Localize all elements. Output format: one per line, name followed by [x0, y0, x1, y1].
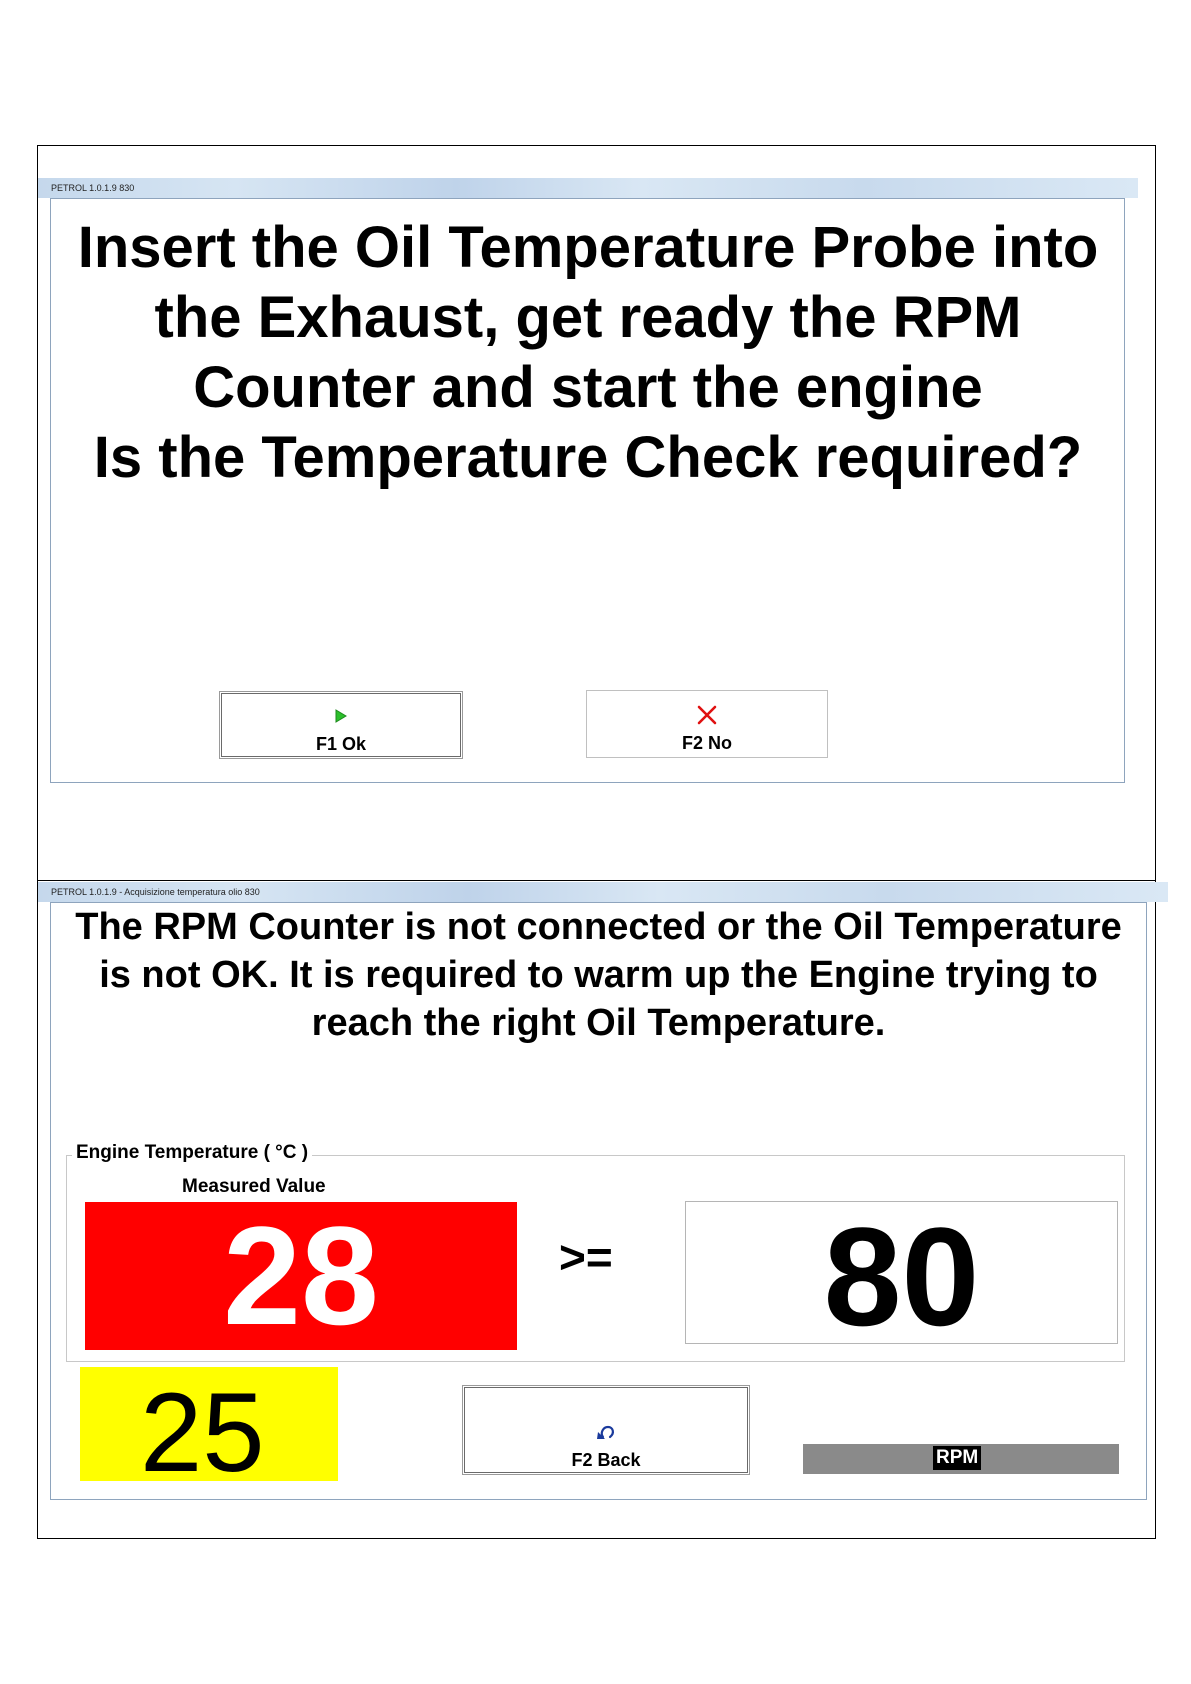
- measured-value-label: Measured Value: [182, 1176, 326, 1197]
- engine-temperature-group-label: Engine Temperature ( °C ): [72, 1142, 312, 1164]
- secondary-value: 25: [80, 1367, 338, 1481]
- comparison-operator: >=: [559, 1231, 613, 1283]
- probe-dialog: [50, 198, 1125, 783]
- temperature-dialog: [50, 902, 1147, 1500]
- probe-instruction-heading: Insert the Oil Temperature Probe into the Exhaust, get ready the RPM Counter and start the engine Is the Temperature Check required?: [77, 215, 1099, 490]
- red-x-icon: [696, 697, 718, 733]
- undo-arrow-icon: [594, 1414, 618, 1450]
- ok-button-label: F1 Ok: [315, 734, 367, 754]
- window-title-2: PETROL 1.0.1.9 - Acquisizione temperatura olio 830: [51, 887, 260, 897]
- play-triangle-icon: [335, 698, 347, 734]
- no-button-label: F2 No: [681, 733, 732, 753]
- no-button[interactable]: [586, 690, 828, 758]
- ok-button[interactable]: [219, 691, 463, 759]
- rpm-indicator: [803, 1444, 1119, 1474]
- panel-divider: [37, 880, 1156, 881]
- window-titlebar-2: [38, 882, 1168, 902]
- back-button-label: F2 Back: [571, 1450, 641, 1470]
- window-title-1: PETROL 1.0.1.9 830: [51, 183, 135, 193]
- rpm-label: RPM: [933, 1446, 981, 1470]
- warmup-instruction-heading: The RPM Counter is not connected or the Oil Temperature is not OK. It is required to warm up the Engine trying to reach the right Oil Temperature.: [75, 906, 1122, 1044]
- back-button[interactable]: [462, 1385, 750, 1475]
- engine-temperature-group: [66, 1142, 1125, 1362]
- target-temperature-value: 80: [685, 1201, 1118, 1344]
- window-titlebar-1: [38, 178, 1138, 198]
- measured-temperature-value: 28: [85, 1202, 517, 1350]
